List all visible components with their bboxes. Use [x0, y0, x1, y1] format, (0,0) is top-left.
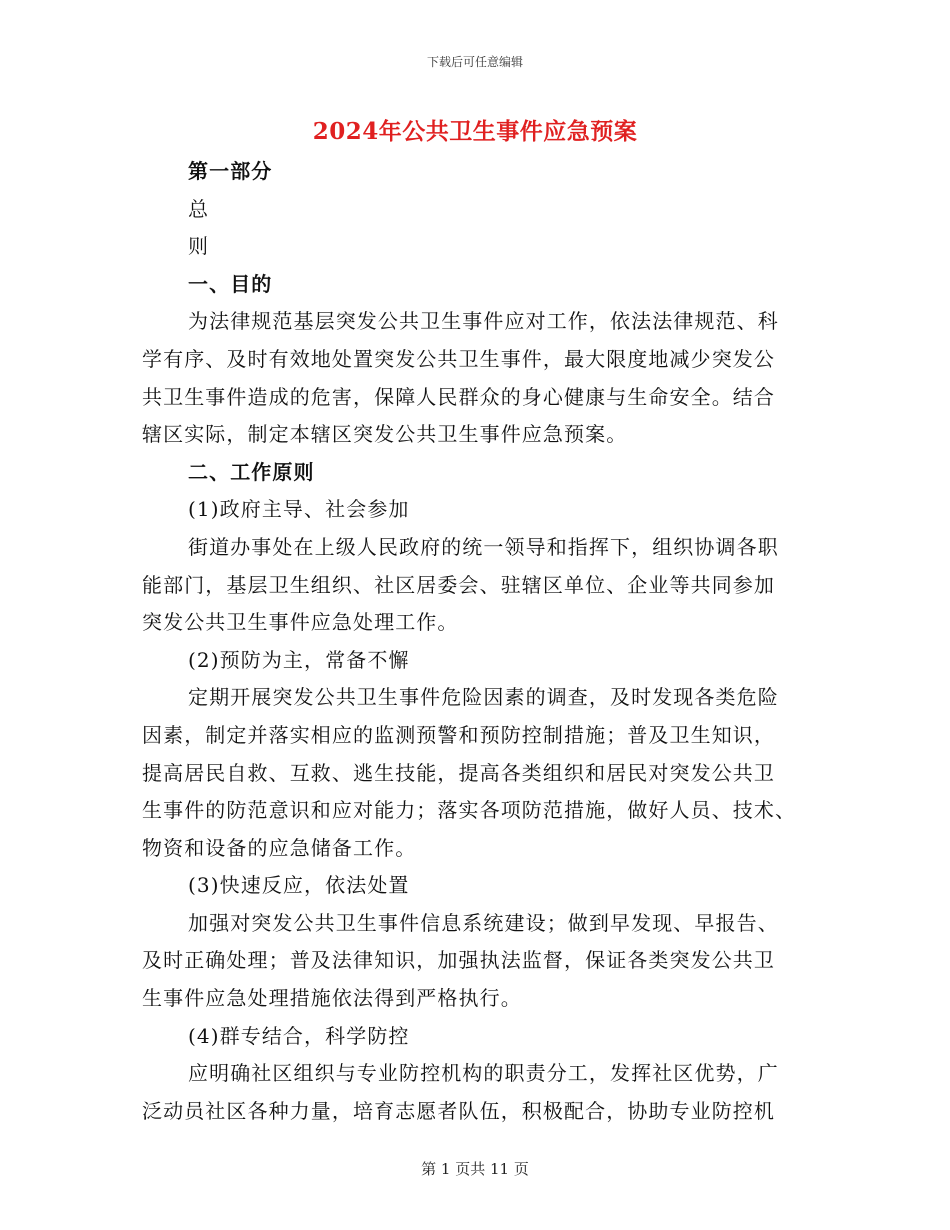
- paragraph-line: 生事件应急处理措施依法得到严格执行。: [142, 986, 522, 1011]
- subheading-principle-1: (1)政府主导、社会参加: [188, 497, 410, 522]
- paragraph-line: 因素，制定并落实相应的监测预警和预防控制措施；普及卫生知识，: [142, 722, 775, 747]
- heading-purpose: 一、目的: [188, 271, 273, 296]
- paragraph-line: 突发公共卫生事件应急处理工作。: [142, 610, 459, 635]
- header-note: 下载后可任意编辑: [426, 55, 523, 69]
- paragraph-line: 共卫生事件造成的危害，保障人民群众的身心健康与生命安全。结合: [142, 384, 775, 409]
- paragraph-line: 应明确社区组织与专业防控机构的职责分工，发挥社区优势，广: [188, 1061, 779, 1086]
- subheading-principle-2: (2)预防为主，常备不懈: [188, 647, 410, 672]
- paragraph-line: 为法律规范基层突发公共卫生事件应对工作，依法法律规范、科: [188, 309, 779, 334]
- paragraph-line: 学有序、及时有效地处置突发公共卫生事件，最大限度地减少突发公: [142, 346, 775, 371]
- subheading-principle-3: (3)快速反应，依法处置: [188, 873, 410, 898]
- paragraph-line: 提高居民自救、互救、逃生技能，提高各类组织和居民对突发公共卫: [142, 760, 775, 785]
- section-general-char-2: 则: [188, 234, 210, 259]
- document-title: 2024年公共卫生事件应急预案: [312, 118, 638, 145]
- paragraph-line: 定期开展突发公共卫生事件危险因素的调查，及时发现各类危险: [188, 685, 779, 710]
- paragraph-line: 生事件的防范意识和应对能力；落实各项防范措施，做好人员、技术、: [142, 798, 797, 823]
- paragraph-line: 加强对突发公共卫生事件信息系统建设；做到早发现、早报告、: [188, 910, 779, 935]
- paragraph-line: 及时正确处理；普及法律知识，加强执法监督，保证各类突发公共卫: [142, 948, 775, 973]
- page-footer: 第 1 页共 11 页: [421, 1160, 529, 1178]
- section-general-char-1: 总: [188, 196, 210, 221]
- paragraph-line: 能部门，基层卫生组织、社区居委会、驻辖区单位、企业等共同参加: [142, 572, 775, 597]
- paragraph-line: 泛动员社区各种力量，培育志愿者队伍，积极配合，协助专业防控机: [142, 1098, 775, 1123]
- section-part-heading: 第一部分: [188, 159, 273, 183]
- paragraph-line: 物资和设备的应急储备工作。: [142, 835, 417, 860]
- heading-principles: 二、工作原则: [188, 459, 315, 484]
- document-body: [142, 153, 802, 1130]
- paragraph-line: 街道办事处在上级人民政府的统一领导和指挥下，组织协调各职: [188, 534, 779, 559]
- subheading-principle-4: (4)群专结合，科学防控: [188, 1023, 410, 1048]
- paragraph-line: 辖区实际，制定本辖区突发公共卫生事件应急预案。: [142, 422, 628, 447]
